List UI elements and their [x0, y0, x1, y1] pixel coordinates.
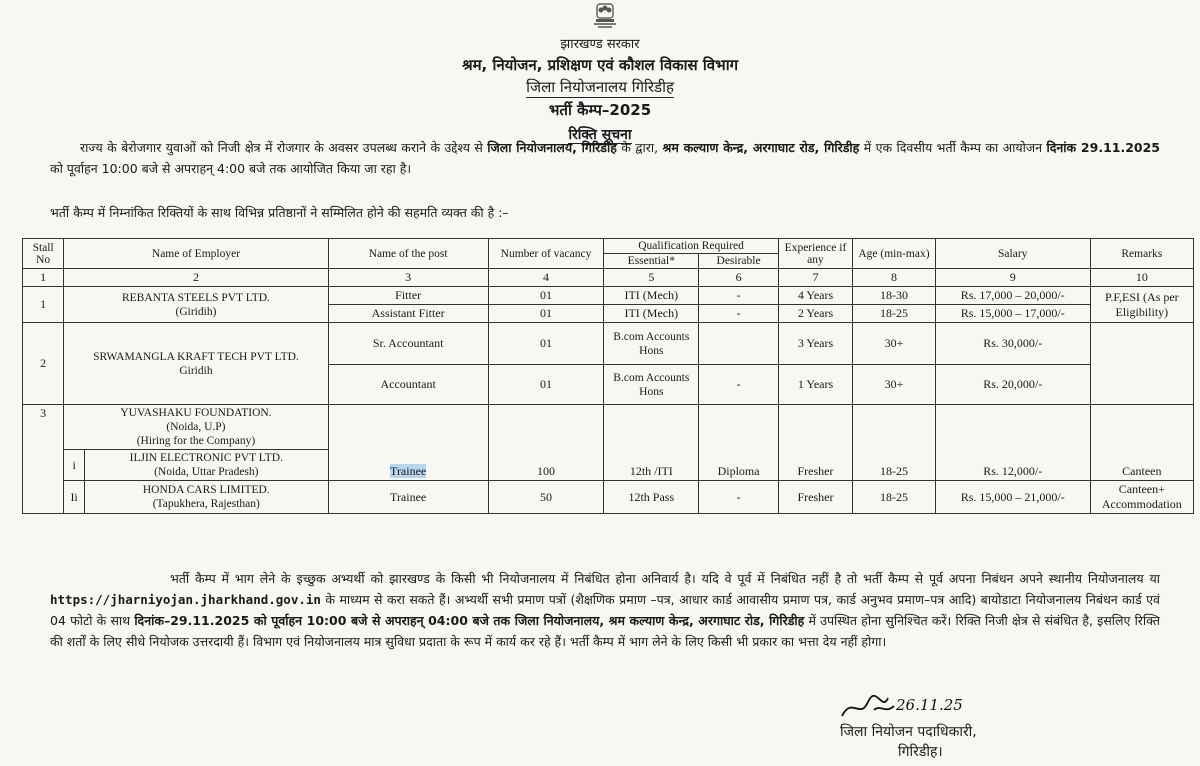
- col-stall: Stall No: [23, 239, 64, 269]
- vacancy-count: 50: [488, 481, 604, 514]
- employer-cell: [64, 405, 328, 450]
- instructions-paragraph: [50, 568, 1160, 652]
- sub-index: i: [64, 450, 85, 481]
- govt-name: झारखण्ड सरकार: [560, 37, 640, 52]
- salary: Rs. 12,000/-: [935, 405, 1090, 481]
- employer-name: YUVASHAKU FOUNDATION.: [120, 407, 272, 419]
- col-num: 10: [1090, 269, 1193, 287]
- desirable-qual: Diploma: [699, 405, 779, 481]
- signature: [838, 690, 978, 726]
- intro-text: को पूर्वाहन 10:00 बजे से अपराहन् 4:00 बजे तक आयोजित किया जा रहा है।: [50, 161, 412, 176]
- table-row: [23, 481, 1194, 514]
- post-name: Trainee: [328, 481, 488, 514]
- age-range: 18-25: [853, 481, 936, 514]
- sub-employer-location: (Tapukhera, Rajesthan): [152, 498, 260, 510]
- table-row: [23, 287, 1194, 305]
- col-employer: Name of Employer: [64, 239, 328, 269]
- event-title: भर्ती कैम्प–2025: [548, 101, 652, 119]
- employer-cell: [64, 323, 328, 405]
- stall-number: 1: [23, 287, 64, 323]
- essential-qual: 12th Pass: [604, 481, 699, 514]
- desirable-qual: -: [699, 287, 779, 305]
- desirable-qual: -: [699, 365, 779, 405]
- stall-number: 3: [23, 405, 64, 514]
- experience: Fresher: [778, 405, 852, 481]
- employer-name: REBANTA STEELS PVT LTD.: [121, 291, 270, 304]
- stall-number: 2: [23, 323, 64, 405]
- intro-venue: श्रम कल्याण केन्द्र, अरगाघाट रोड, गिरिडीह: [662, 140, 860, 155]
- instructions-venue: दिनांक–29.11.2025 को पूर्वाहन 10:00 बजे से अपराहन् 04:00 बजे तक जिला नियोजनालय, श्रम कल्याण केन्द्र, अरगाघाट रोड, गिरिडीह: [134, 613, 805, 628]
- age-range: 18-25: [853, 305, 936, 323]
- essential-qual: B.com Accounts Hons: [604, 323, 699, 365]
- post-name: Trainee: [390, 464, 427, 478]
- intro-date: दिनांक 29.11.2025: [1046, 140, 1161, 155]
- salary: Rs. 15,000 – 17,000/-: [935, 305, 1090, 323]
- age-range: 30+: [853, 365, 936, 405]
- notice-title: रिक्ति सूचना: [568, 127, 632, 143]
- essential-qual: 12th /ITI: [604, 405, 699, 481]
- intro-text: में एक दिवसीय भर्ती कैम्प का आयोजन: [859, 140, 1047, 155]
- sub-employer-name: ILJIN ELECTRONIC PVT LTD.: [129, 452, 283, 464]
- intro-list-heading: भर्ती कैम्प में निम्नांकित रिक्तियों के साथ विभिन्न प्रतिष्ठानों ने सम्मिलित होने की सहमति व्यक्त की है :–: [50, 205, 509, 220]
- instructions-text: भर्ती कैम्प में भाग लेने के इच्छुक अभ्यर्थी को झारखण्ड के किसी भी नियोजनालय में निबंधित होना अनिवार्य है। यदि वे पूर्व में निबंधित नहीं है तो भर्ती कैम्प से पूर्व अपना निबंधन अपने स्थानीय नियोजनालय या: [170, 571, 1160, 586]
- sub-employer-cell: [84, 481, 328, 514]
- employer-cell: [64, 287, 328, 323]
- col-remarks: Remarks: [1090, 239, 1193, 269]
- officer-title: जिला नियोजन पदाधिकारी,: [840, 724, 977, 740]
- desirable-qual: -: [699, 481, 779, 514]
- col-qualification: Qualification Required: [604, 239, 779, 254]
- col-num: 1: [23, 269, 64, 287]
- post-name: Fitter: [328, 287, 488, 305]
- col-num: 9: [935, 269, 1090, 287]
- post-cell: [328, 405, 488, 481]
- table-row: [23, 323, 1194, 365]
- col-num: 4: [488, 269, 604, 287]
- vacancy-count: 01: [488, 365, 604, 405]
- signature-date: 26.11.25: [896, 696, 963, 714]
- col-age: Age (min-max): [853, 239, 936, 269]
- employer-location: Giridih: [179, 364, 213, 377]
- col-num: 8: [853, 269, 936, 287]
- employer-name: SRWAMANGLA KRAFT TECH PVT LTD.: [93, 350, 299, 363]
- essential-qual: B.com Accounts Hons: [604, 365, 699, 405]
- state-emblem-icon: [588, 2, 622, 32]
- col-num: 6: [699, 269, 779, 287]
- remarks: P.F,ESI (As per Eligibility): [1090, 287, 1193, 323]
- employer-location: (Noida, U.P): [166, 421, 226, 433]
- employer-location: (Giridih): [175, 305, 217, 318]
- office-name: जिला नियोजनालय गिरिडीह: [526, 78, 674, 96]
- registration-link[interactable]: https://jharniyojan.jharkhand.gov.in: [50, 592, 321, 607]
- salary: Rs. 15,000 – 21,000/-: [935, 481, 1090, 514]
- vacancy-table: [22, 238, 1194, 514]
- employer-note: (Hiring for the Company): [136, 435, 256, 447]
- experience: 1 Years: [778, 365, 852, 405]
- col-num: 3: [328, 269, 488, 287]
- vacancy-count: 01: [488, 287, 604, 305]
- table-row: [23, 405, 1194, 450]
- remarks: Canteen: [1090, 405, 1193, 481]
- col-experience: Experience if any: [778, 239, 852, 269]
- post-name: Assistant Fitter: [328, 305, 488, 323]
- sub-employer-location: (Noida, Uttar Pradesh): [154, 466, 259, 478]
- salary: Rs. 20,000/-: [935, 365, 1090, 405]
- intro-text: राज्य के बेरोजगार युवाओं को निजी क्षेत्र में रोजगार के अवसर उपलब्ध कराने के उद्देश्य से: [80, 140, 488, 155]
- post-name: Accountant: [328, 365, 488, 405]
- salary: Rs. 17,000 – 20,000/-: [935, 287, 1090, 305]
- instructions-text: के माध्यम से करा सकते हैं। अभ्यर्थी सभी प्रमाण पत्रों (शैक्षणिक प्रमाण –पत्र, आधार कार्ड आवासीय प्रमाण पत्र, कार्ड अनुभव प्रमाण–पत्र आदि) बायोडाटा नियोजनालय निबंधन कार्ड एवं 04 फोटो के साथ: [50, 592, 1160, 628]
- sub-employer-name: HONDA CARS LIMITED.: [142, 484, 270, 496]
- desirable-qual: [699, 323, 779, 365]
- experience: 2 Years: [778, 305, 852, 323]
- sub-index: Ii: [64, 481, 85, 514]
- vacancy-count: 01: [488, 305, 604, 323]
- salary: Rs. 30,000/-: [935, 323, 1090, 365]
- vacancy-count: 100: [488, 405, 604, 481]
- instructions-text: में उपस्थित होना सुनिश्चित करें। रिक्ति निजी क्षेत्र से संबंधित है, इसलिए रिक्ति की शर्तों के लिए सीधे नियोजक उत्तरदायी हैं। विभाग एवं नियोजनालय मात्र सुविधा प्रदाता के रूप में कार्य कर रहे हैं। भर्ती कैम्प में भाग लेने के लिए किसी भी प्रकार का भत्ता देय नहीं होगा।: [50, 613, 1160, 649]
- age-range: 18-30: [853, 287, 936, 305]
- col-salary: Salary: [935, 239, 1090, 269]
- intro-office: जिला नियोजनालय, गिरिडीह: [487, 140, 617, 155]
- desirable-qual: -: [699, 305, 779, 323]
- experience: 3 Years: [778, 323, 852, 365]
- remarks: [1090, 323, 1193, 405]
- intro-text: के द्वारा,: [616, 140, 663, 155]
- age-range: 30+: [853, 323, 936, 365]
- header-row: [23, 239, 1194, 254]
- col-desirable: Desirable: [699, 254, 779, 269]
- experience: Fresher: [778, 481, 852, 514]
- col-num: 2: [64, 269, 328, 287]
- remarks: Canteen+ Accommodation: [1090, 481, 1193, 514]
- col-post: Name of the post: [328, 239, 488, 269]
- col-num: 5: [604, 269, 699, 287]
- sub-employer-cell: [84, 450, 328, 481]
- vacancy-count: 01: [488, 323, 604, 365]
- post-name: Sr. Accountant: [328, 323, 488, 365]
- intro-paragraph: [50, 137, 1160, 179]
- experience: 4 Years: [778, 287, 852, 305]
- essential-qual: ITI (Mech): [604, 287, 699, 305]
- age-range: 18-25: [853, 405, 936, 481]
- col-num: 7: [778, 269, 852, 287]
- department-name: श्रम, नियोजन, प्रशिक्षण एवं कौशल विकास विभाग: [461, 56, 739, 74]
- officer-place: गिरिडीह।: [898, 744, 943, 760]
- essential-qual: ITI (Mech): [604, 305, 699, 323]
- col-vacancy: Number of vacancy: [488, 239, 604, 269]
- col-essential: Essential*: [604, 254, 699, 269]
- column-number-row: [23, 269, 1194, 287]
